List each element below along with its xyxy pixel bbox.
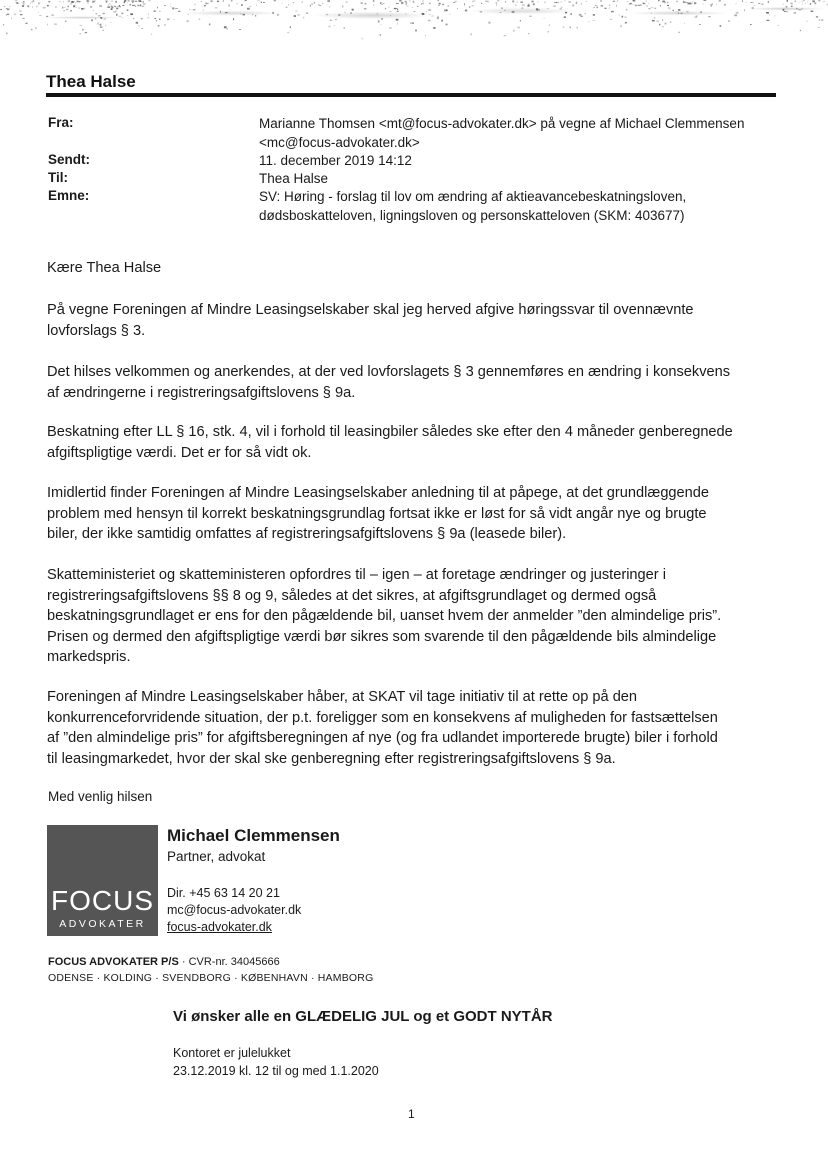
company-cities: ODENSE · KOLDING · SVENDBORG · KØBENHAVN · HAMBORG xyxy=(48,972,374,984)
focus-advokater-logo xyxy=(47,825,158,936)
from-value xyxy=(259,114,779,152)
logo-subtitle: ADVOKATER xyxy=(59,918,146,930)
scan-noise xyxy=(0,0,828,44)
company-line xyxy=(48,956,280,968)
paragraph xyxy=(47,300,777,341)
paragraph-line: konkurrenceforvridende situation, der p.t. foreligger som en konsekvens af muligheden for fastsættelsen xyxy=(47,709,718,726)
paragraph-line: Det hilses velkommen og anerkendes, at der ved lovforslagets § 3 gennemføres en ændring i konsekvens xyxy=(47,364,731,380)
company-name: FOCUS ADVOKATER P/S xyxy=(48,956,179,968)
closure-dates: 23.12.2019 kl. 12 til og med 1.1.2020 xyxy=(173,1064,379,1078)
paragraph xyxy=(47,483,777,545)
paragraph-line: Skatteministeriet og skatteministeren opfordres til – igen – at foretage ændringer og justeringer i xyxy=(47,567,666,583)
paragraph xyxy=(47,362,777,403)
subject-value-line: dødsboskatteloven, ligningsloven og personskatteloven (SKM: 403677) xyxy=(259,208,685,223)
holiday-greeting: Vi ønsker alle en GLÆDELIG JUL og et GODT NYTÅR xyxy=(173,1008,553,1025)
to-label: Til: xyxy=(48,170,68,185)
subject-value xyxy=(259,187,779,225)
subject-value-line: SV: Høring - forslag til lov om ændring af aktieavancebeskatningsloven, xyxy=(259,189,687,204)
paragraph-line: På vegne Foreningen af Mindre Leasingselskaber skal jeg herved afgive høringssvar til ovennævnte xyxy=(47,302,694,318)
signature-phone: Dir. +45 63 14 20 21 xyxy=(167,886,280,900)
sent-label: Sendt: xyxy=(48,152,90,167)
salutation: Kære Thea Halse xyxy=(47,260,162,276)
paragraph-line: Foreningen af Mindre Leasingselskaber håber, at SKAT vil tage initiativ til at rette op på den xyxy=(47,689,638,705)
paragraph xyxy=(47,422,777,463)
paragraph-line: lovforslags § 3. xyxy=(47,322,146,339)
paragraph-line: Imidlertid finder Foreningen af Mindre Leasingselskaber anledning til at påpege, at det grundlæggende xyxy=(47,485,710,501)
paragraph-line: beskatningsgrundlaget er ens for den pågældende bil, uanset hvem der anmelder ”den almindelige pris”. xyxy=(47,608,722,624)
logo-word: FOCUS xyxy=(51,885,154,916)
company-cvr: · CVR-nr. 34045666 xyxy=(178,956,280,968)
paragraph-line: Beskatning efter LL § 16, stk. 4, vil i forhold til leasingbiler således ske efter den 4 måneder genberegnede xyxy=(47,424,733,440)
paragraph-line: afgiftspligtige værdi. Det er for så vidt ok. xyxy=(47,444,312,461)
from-value-line: Marianne Thomsen <mt@focus-advokater.dk> på vegne af Michael Clemmensen xyxy=(259,116,745,131)
paragraph-line: markedspris. xyxy=(47,649,131,665)
paragraph-line: registreringsafgiftslovens §§ 8 og 9, således at det sikres, at afgiftsgrundlaget og dermed også xyxy=(47,587,657,604)
paragraph-line: af ”den almindelige pris” for afgiftsberegningen af nye (og fra udlandet importerede brugte) biler i forhold xyxy=(47,730,718,746)
closing: Med venlig hilsen xyxy=(48,789,153,804)
signature-website-link[interactable]: focus-advokater.dk xyxy=(167,920,272,934)
paragraph xyxy=(47,565,777,668)
from-value-line: <mc@focus-advokater.dk> xyxy=(259,135,420,150)
paragraph-line: af ændringerne i registreringsafgiftslovens § 9a. xyxy=(47,384,356,401)
recipient-name-title: Thea Halse xyxy=(46,72,136,91)
sent-value: 11. december 2019 14:12 xyxy=(259,153,412,168)
from-label: Fra: xyxy=(48,115,74,130)
paragraph-line: Prisen og dermed den afgiftspligtige værdi bør sikres som svarende til den pågældende bils almindelige xyxy=(47,628,717,645)
page-number: 1 xyxy=(408,1107,415,1121)
header-divider xyxy=(46,93,776,97)
paragraph xyxy=(47,687,777,769)
signature-role: Partner, advokat xyxy=(167,849,266,864)
paragraph-line: biler, der ikke samtidig omfattes af registreringsafgiftslovens § 9a (leasede biler). xyxy=(47,526,567,542)
paragraph-line: problem med hensyn til korrekt beskatningsgrundlag fortsat ikke er løst for så vidt angår nye og brugte xyxy=(47,505,707,522)
subject-label: Emne: xyxy=(48,188,90,203)
to-value: Thea Halse xyxy=(259,171,329,186)
signature-name: Michael Clemmensen xyxy=(167,826,340,845)
closure-notice: Kontoret er julelukket xyxy=(173,1046,291,1060)
signature-email[interactable]: mc@focus-advokater.dk xyxy=(167,903,302,917)
paragraph-line: til leasingmarkedet, hvor der skal ske genberegning efter registreringsafgiftslovens § 9a. xyxy=(47,750,616,767)
